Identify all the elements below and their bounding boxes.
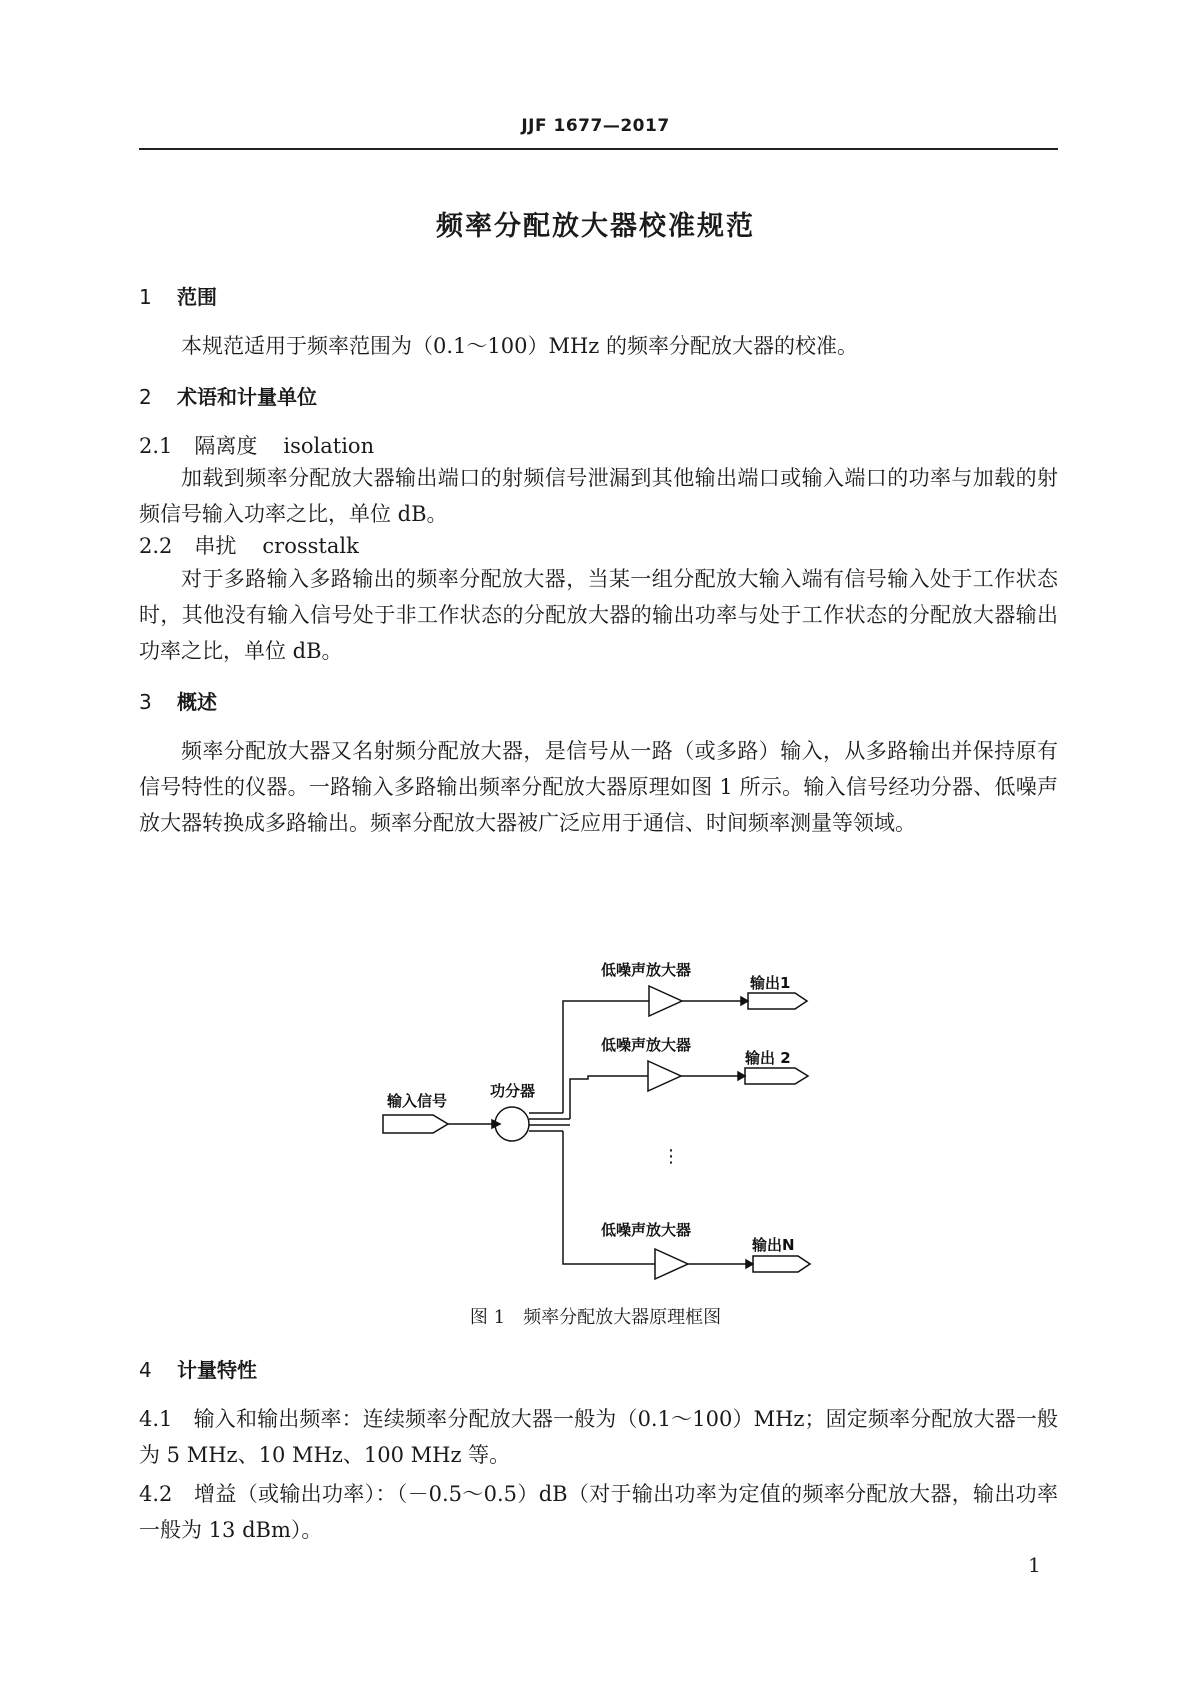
section-3-body: 频率分配放大器又名射频分配放大器，是信号从一路（或多路）输入，从多路输出并保持原有信号特性的仪器。一路输入多路输出频率分配放大器原理如图 1 所示。输入信号经功分器、低噪声放大器转换成多路输出。频率分配放大器被广泛应用于通信、时间频率测量等领域。 <box>139 739 1058 835</box>
section-2-title: 术语和计量单位 <box>177 385 317 409</box>
section-4-2-body: 4.2 增益（或输出功率）：（－0.5～0.5）dB（对于输出功率为定值的频率分配放大器，输出功率一般为 13 dBm）。 <box>139 1482 1058 1542</box>
output-n-arrow <box>753 1256 810 1272</box>
output-2-arrow <box>745 1068 808 1084</box>
section-2-number: 2 <box>139 385 152 409</box>
amp-2-label: 低噪声放大器 <box>601 1036 692 1054</box>
figure-caption: 图 1 频率分配放大器原理框图 <box>469 1307 722 1328</box>
amp-1-triangle <box>649 986 682 1016</box>
term-2-1-cn: 隔离度 <box>194 434 258 458</box>
amp-n-label: 低噪声放大器 <box>601 1221 692 1239</box>
output-1-label: 输出1 <box>750 974 791 992</box>
term-2-2-body: 对于多路输入多路输出的频率分配放大器，当某一组分配放大输入端有信号输入处于工作状态时，其他没有输入信号处于非工作状态的分配放大器的输出功率与处于工作状态的分配放大器输出功率之比，单位 dB。 <box>139 567 1058 663</box>
page-title: 频率分配放大器校准规范 <box>436 211 755 242</box>
section-3-title: 概述 <box>177 690 217 714</box>
amp-2-triangle <box>648 1061 681 1091</box>
term-2-2-en: crosstalk <box>262 534 359 558</box>
output-1-arrow <box>748 993 807 1009</box>
section-4-number: 4 <box>139 1358 152 1382</box>
splitter-label: 功分器 <box>490 1082 536 1100</box>
section-4-1-body: 4.1 输入和输出频率：连续频率分配放大器一般为（0.1～100）MHz；固定频率分配放大器一般为 5 MHz、10 MHz、100 MHz 等。 <box>139 1407 1058 1467</box>
amp-1-label: 低噪声放大器 <box>601 961 692 979</box>
section-4-title: 计量特性 <box>177 1358 257 1382</box>
term-2-2-number: 2.2 <box>139 534 173 558</box>
section-1-title: 范围 <box>177 285 217 309</box>
input-arrow <box>383 1115 448 1133</box>
term-2-1-body: 加载到频率分配放大器输出端口的射频信号泄漏到其他输出端口或输入端口的功率与加载的射频信号输入功率之比，单位 dB。 <box>139 466 1058 526</box>
section-4-heading <box>139 1354 257 1383</box>
section-1-number: 1 <box>139 285 152 309</box>
term-2-2-cn: 串扰 <box>194 534 237 558</box>
term-2-1-number: 2.1 <box>139 434 173 458</box>
output-2-label: 输出 2 <box>745 1049 791 1067</box>
ellipsis: ⋮ <box>662 1146 680 1167</box>
input-label: 输入信号 <box>387 1092 448 1110</box>
section-3-number: 3 <box>139 690 152 714</box>
term-2-1-en: isolation <box>283 434 375 458</box>
section-1-body: 本规范适用于频率范围为（0.1～100）MHz 的频率分配放大器的校准。 <box>181 334 859 358</box>
header-code: JJF 1677—2017 <box>521 116 670 136</box>
output-n-label: 输出N <box>752 1236 795 1254</box>
page-number: 1 <box>1028 1553 1041 1577</box>
amp-n-triangle <box>655 1249 688 1279</box>
